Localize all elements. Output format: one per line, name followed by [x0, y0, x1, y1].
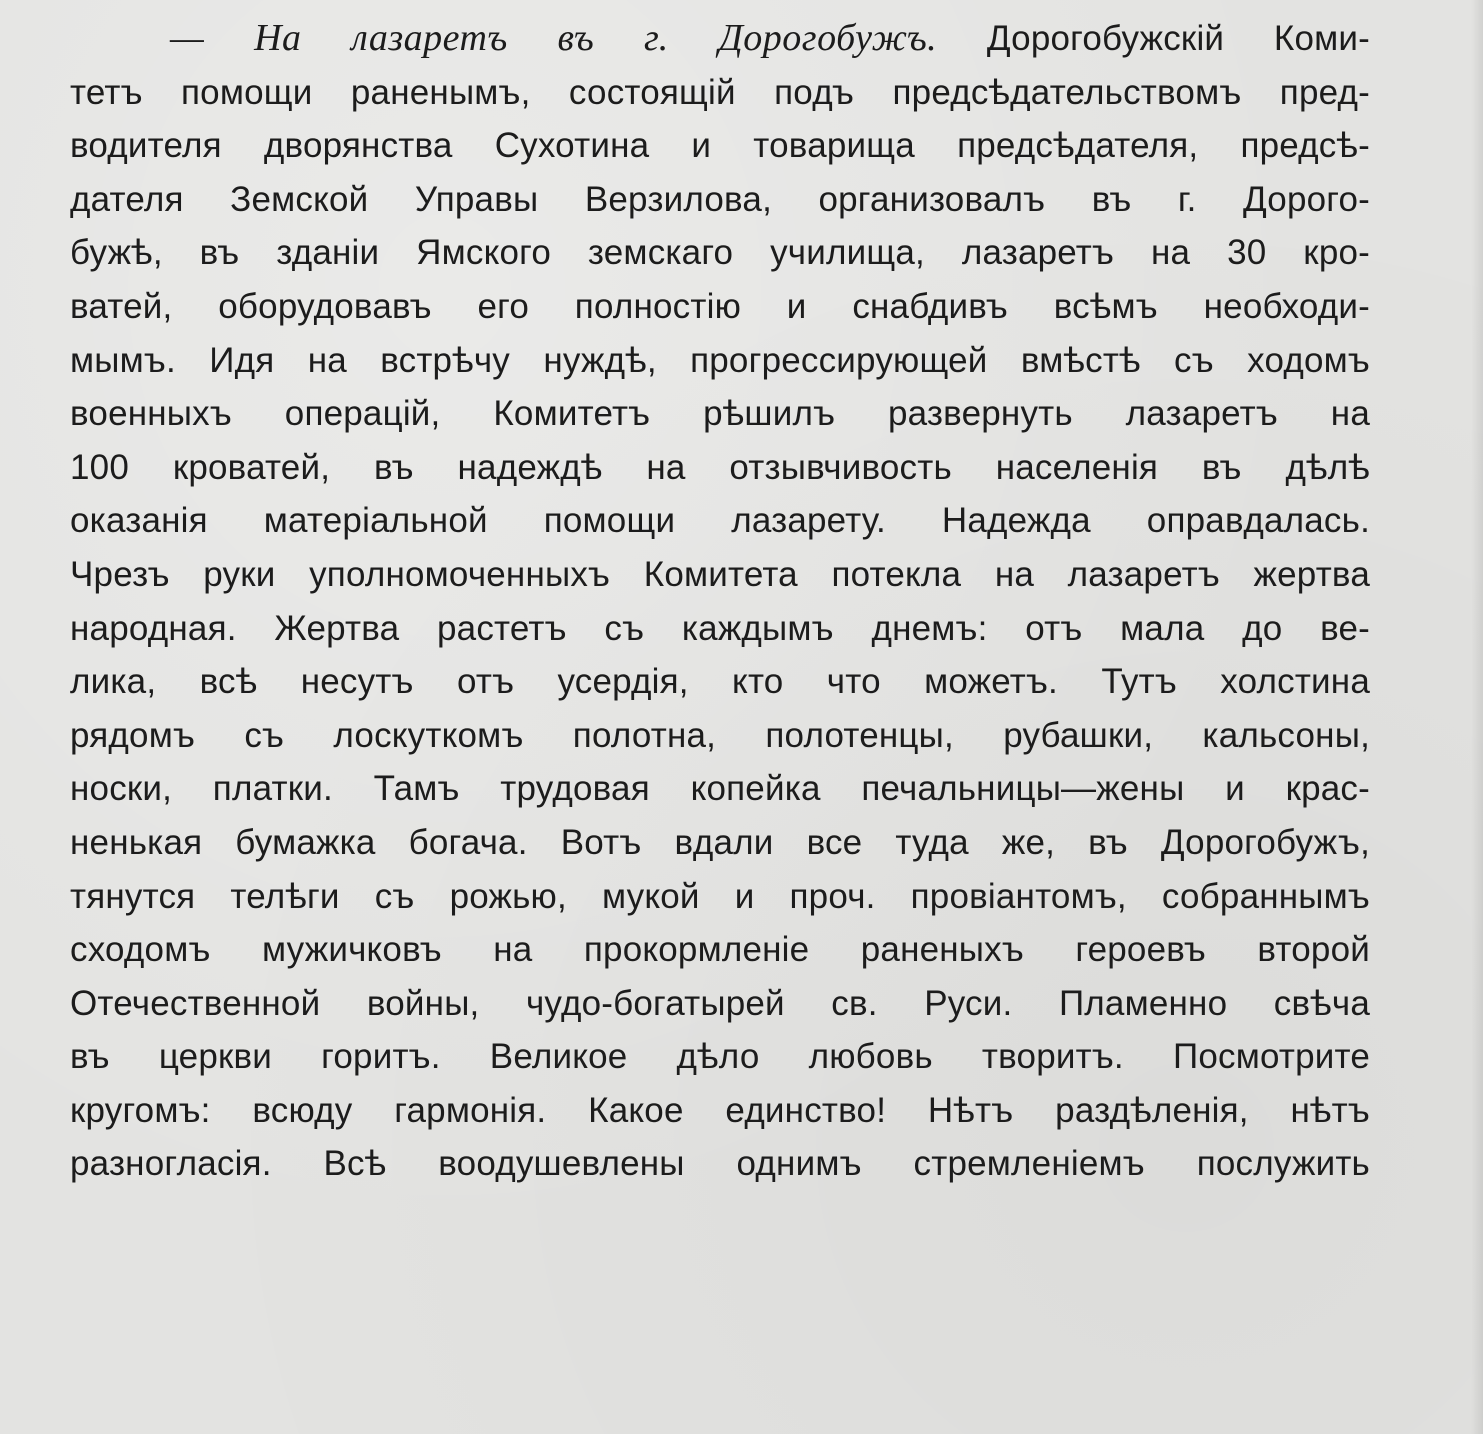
page-edge-shadow: [1471, 0, 1483, 1434]
text-line: народная. Жертва растетъ съ каждымъ днемъ: отъ мала до ве-: [70, 608, 1370, 648]
article-body: [70, 12, 1370, 1191]
text-line: кругомъ: всюду гармонія. Какое единство! Нѣтъ раздѣленія, нѣтъ: [70, 1090, 1370, 1130]
text-line: тетъ помощи раненымъ, состоящій подъ предсѣдательствомъ пред-: [70, 72, 1370, 112]
article-first-line: [70, 12, 1370, 66]
text-line: водителя дворянства Сухотина и товарища предсѣдателя, предсѣ-: [70, 126, 1370, 166]
text-line: лика, всѣ несутъ отъ усердія, кто что можетъ. Тутъ холстина: [70, 662, 1370, 702]
text-line: рядомъ съ лоскуткомъ полотна, полотенцы, рубашки, кальсоны,: [70, 715, 1370, 755]
text-line: оказанія матеріальной помощи лазарету. Надежда оправдалась.: [70, 501, 1370, 541]
text-line: бужѣ, въ зданіи Ямского земскаго училища, лазаретъ на 30 кро-: [70, 233, 1370, 273]
article-first-line-text: Дорогобужскій Коми-: [986, 19, 1370, 58]
text-line: 100 кроватей, въ надеждѣ на отзывчивость населенія въ дѣлѣ: [70, 447, 1370, 487]
text-line: мымъ. Идя на встрѣчу нуждѣ, прогрессирующей вмѣстѣ съ ходомъ: [70, 340, 1370, 380]
text-line: ватей, оборудовавъ его полностію и снабдивъ всѣмъ необходи-: [70, 286, 1370, 326]
text-line: Отечественной войны, чудо-богатырей св. Руси. Пламенно свѣча: [70, 983, 1370, 1023]
text-line: сходомъ мужичковъ на прокормленіе раненыхъ героевъ второй: [70, 930, 1370, 970]
text-line: дателя Земской Управы Верзилова, организовалъ въ г. Дорого-: [70, 179, 1370, 219]
text-line: тянутся телѣги съ рожью, мукой и проч. провіантомъ, собраннымъ: [70, 876, 1370, 916]
text-line: разногласія. Всѣ воодушевлены однимъ стремленіемъ послужить: [70, 1144, 1370, 1184]
text-line: ненькая бумажка богача. Вотъ вдали все туда же, въ Дорогобужъ,: [70, 822, 1370, 862]
text-line: Чрезъ руки уполномоченныхъ Комитета потекла на лазаретъ жертва: [70, 554, 1370, 594]
text-line: носки, платки. Тамъ трудовая копейка печальницы—жены и крас-: [70, 769, 1370, 809]
article-heading: — На лазаретъ въ г. Дорогобужъ.: [170, 17, 938, 59]
text-line: военныхъ операцій, Комитетъ рѣшилъ развернуть лазаретъ на: [70, 394, 1370, 434]
text-line: въ церкви горитъ. Великое дѣло любовь творитъ. Посмотрите: [70, 1037, 1370, 1077]
